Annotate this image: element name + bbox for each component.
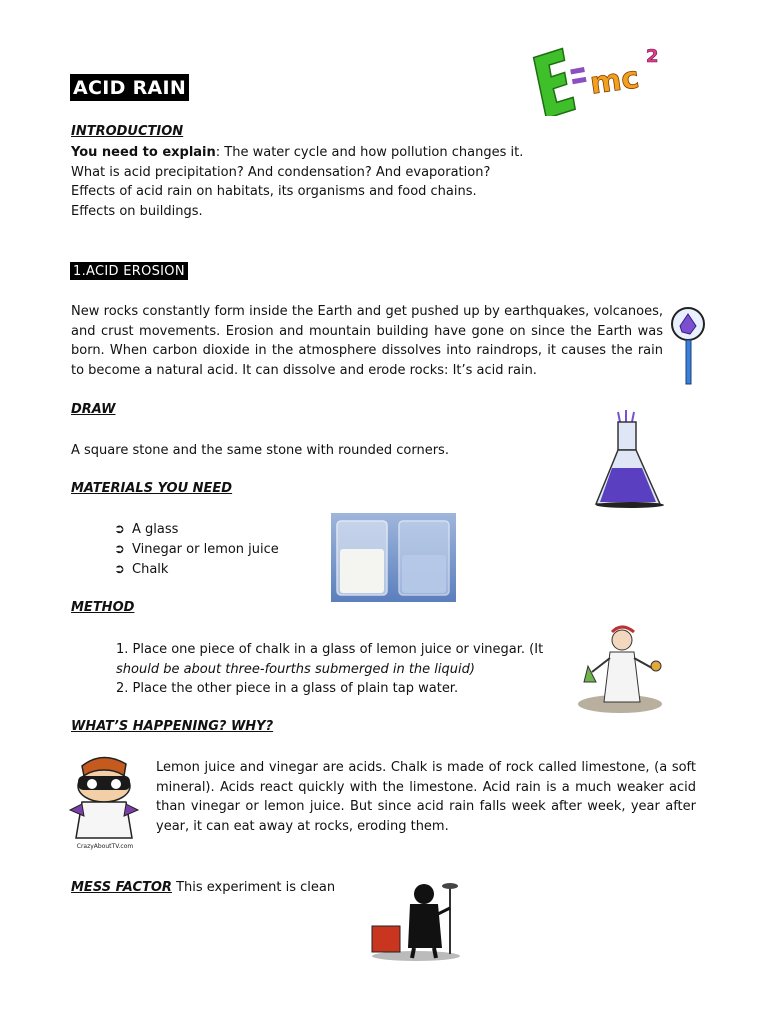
method-heading: METHOD — [71, 600, 135, 615]
svg-text:mc: mc — [587, 60, 642, 102]
bullet-arrow-icon: ➲ — [114, 562, 125, 577]
emc2-superscript: 2 — [646, 46, 659, 67]
introduction-lead-rest: : The water cycle and how pollution changes it. — [215, 145, 524, 160]
list-item — [114, 560, 279, 580]
method-step-2: 2. Place the other piece in a glass of plain tap water. — [116, 681, 459, 696]
introduction-line: Effects on buildings. — [71, 203, 203, 219]
introduction-body — [71, 143, 631, 221]
magnifier-clipart — [668, 304, 710, 388]
method-step-1: 1. Place one piece of chalk in a glass of lemon juice or vinegar. (It — [116, 642, 544, 657]
method-steps — [116, 640, 566, 699]
draw-text: A square stone and the same stone with rounded corners. — [71, 443, 449, 458]
whats-happening-paragraph: Lemon juice and vinegar are acids. Chalk is made of rock called limestone, (a soft mineral). Acids react quickly with the limestone. Acid rain is a much weaker acid than vinegar or lemon juice. But since acid rain falls week after week, year after year, it can eat away at rocks, eroding them. — [156, 760, 696, 834]
cleaning-figure-clipart — [366, 880, 466, 962]
dexter-caption: CrazyAboutTV.com — [76, 843, 134, 850]
scientist-clipart — [574, 622, 668, 716]
list-item-label: A glass — [132, 522, 179, 537]
emc2-logo — [528, 40, 668, 116]
emc2-logo-art — [528, 40, 668, 116]
mess-factor-line — [71, 878, 335, 898]
acid-erosion-paragraph: New rocks constantly form inside the Earth and get pushed up by earthquakes, volcanoes, and crust movements. Erosion and mountain building have gone on since the Earth was born. When carbon dioxide in the atmosphere dissolves into raindrops, it causes the rain to become a natural acid. It can dissolve and erode rocks: It’s acid rain. — [71, 304, 663, 378]
introduction-lead-bold: You need to explain — [71, 145, 216, 160]
dexter-clipart — [62, 752, 148, 852]
bullet-arrow-icon: ➲ — [114, 542, 125, 557]
materials-heading: MATERIALS YOU NEED — [71, 481, 233, 496]
glasses-photo — [331, 513, 456, 602]
list-item — [114, 540, 279, 560]
whats-happening-heading: WHAT’S HAPPENING? WHY? — [71, 719, 274, 734]
page-title: ACID RAIN — [70, 74, 189, 101]
introduction-line: What is acid precipitation? And condensation? And evaporation? — [71, 164, 491, 180]
flask-clipart — [590, 406, 670, 512]
introduction-heading: INTRODUCTION — [71, 124, 184, 139]
bullet-arrow-icon: ➲ — [114, 522, 125, 537]
draw-heading: DRAW — [71, 402, 116, 417]
introduction-lead — [71, 143, 631, 163]
list-item — [114, 520, 279, 540]
mess-factor-text: This experiment is clean — [171, 880, 336, 895]
mess-factor-heading: MESS FACTOR — [71, 880, 172, 895]
acid-erosion-heading: 1.ACID EROSION — [70, 262, 188, 280]
introduction-line: Effects of acid rain on habitats, its organisms and food chains. — [71, 184, 477, 199]
method-step-1-note: should be about three-fourths submerged in the liquid) — [116, 661, 475, 677]
materials-list — [114, 520, 279, 580]
list-item-label: Vinegar or lemon juice — [132, 542, 279, 557]
list-item-label: Chalk — [132, 562, 169, 577]
